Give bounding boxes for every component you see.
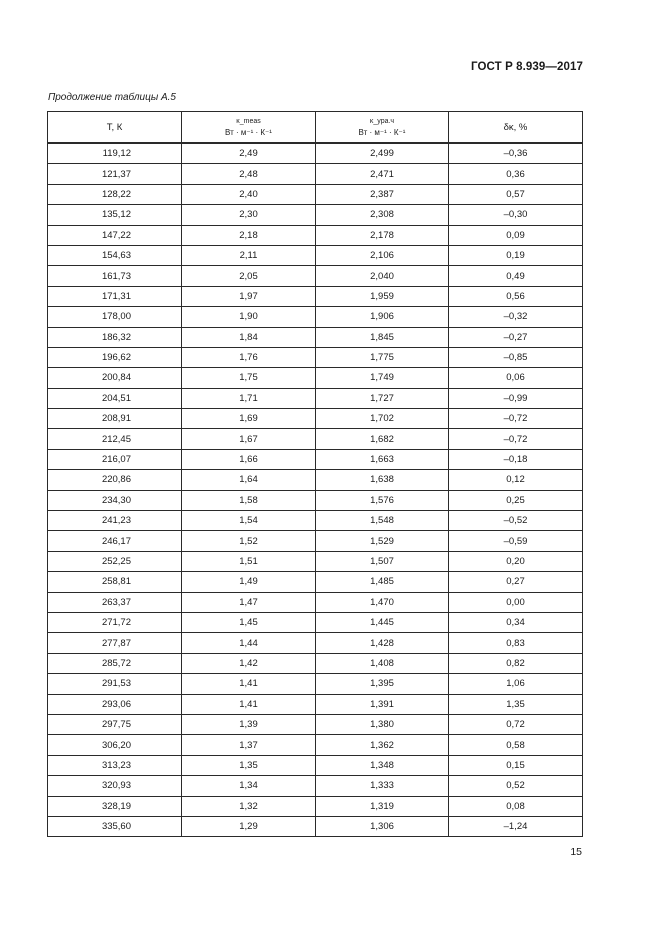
cell-measured: 1,97	[182, 286, 316, 306]
cell-measured: 1,29	[182, 816, 316, 836]
cell-equation: 2,471	[316, 164, 449, 184]
cell-measured: 1,52	[182, 531, 316, 551]
cell-temperature: 335,60	[48, 816, 182, 836]
table-row	[48, 225, 583, 245]
table-row	[48, 653, 583, 673]
table-row	[48, 490, 583, 510]
cell-deviation: 1,35	[449, 694, 583, 714]
cell-equation: 2,040	[316, 266, 449, 286]
cell-deviation: 0,57	[449, 184, 583, 204]
cell-equation: 2,499	[316, 143, 449, 164]
cell-measured: 1,75	[182, 368, 316, 388]
cell-temperature: 154,63	[48, 245, 182, 265]
cell-measured: 1,45	[182, 612, 316, 632]
cell-temperature: 135,12	[48, 205, 182, 225]
cell-deviation: –0,72	[449, 409, 583, 429]
cell-deviation: 0,72	[449, 714, 583, 734]
cell-measured: 2,48	[182, 164, 316, 184]
cell-measured: 1,58	[182, 490, 316, 510]
table-row	[48, 245, 583, 265]
table-row	[48, 449, 583, 469]
table-row	[48, 184, 583, 204]
cell-temperature: 186,32	[48, 327, 182, 347]
cell-equation: 1,507	[316, 551, 449, 571]
cell-measured: 1,42	[182, 653, 316, 673]
table-row	[48, 388, 583, 408]
cell-deviation: 0,25	[449, 490, 583, 510]
cell-deviation: –0,36	[449, 143, 583, 164]
cell-measured: 1,66	[182, 449, 316, 469]
table-row	[48, 347, 583, 367]
cell-equation: 1,638	[316, 470, 449, 490]
data-table	[47, 111, 583, 837]
cell-deviation: –0,30	[449, 205, 583, 225]
cell-deviation: 0,58	[449, 735, 583, 755]
cell-temperature: 291,53	[48, 674, 182, 694]
cell-equation: 1,906	[316, 307, 449, 327]
column-symbol: δκ, %	[503, 121, 528, 133]
cell-temperature: 313,23	[48, 755, 182, 775]
cell-temperature: 147,22	[48, 225, 182, 245]
table-row	[48, 735, 583, 755]
cell-equation: 1,395	[316, 674, 449, 694]
cell-deviation: 0,83	[449, 633, 583, 653]
table-row	[48, 327, 583, 347]
cell-equation: 2,178	[316, 225, 449, 245]
column-header-equation	[316, 112, 449, 144]
table-row	[48, 633, 583, 653]
cell-measured: 1,76	[182, 347, 316, 367]
cell-equation: 1,391	[316, 694, 449, 714]
cell-equation: 1,333	[316, 776, 449, 796]
table-row	[48, 531, 583, 551]
cell-deviation: 0,06	[449, 368, 583, 388]
cell-temperature: 216,07	[48, 449, 182, 469]
cell-deviation: 0,19	[449, 245, 583, 265]
column-unit: Вт · м⁻¹ · К⁻¹	[225, 128, 272, 137]
cell-measured: 1,64	[182, 470, 316, 490]
cell-deviation: 0,34	[449, 612, 583, 632]
column-unit: Вт · м⁻¹ · К⁻¹	[358, 128, 406, 137]
table-row	[48, 286, 583, 306]
standard-code: ГОСТ Р 8.939—2017	[471, 61, 583, 73]
cell-equation: 1,529	[316, 531, 449, 551]
table-row	[48, 409, 583, 429]
table-row	[48, 551, 583, 571]
table-row	[48, 592, 583, 612]
cell-deviation: –0,18	[449, 449, 583, 469]
cell-measured: 1,51	[182, 551, 316, 571]
cell-equation: 1,775	[316, 347, 449, 367]
cell-measured: 1,47	[182, 592, 316, 612]
table-row	[48, 755, 583, 775]
table-row	[48, 776, 583, 796]
cell-equation: 1,845	[316, 327, 449, 347]
cell-temperature: 121,37	[48, 164, 182, 184]
cell-temperature: 241,23	[48, 511, 182, 531]
cell-measured: 2,05	[182, 266, 316, 286]
column-symbol: κ_meas	[236, 118, 261, 125]
cell-equation: 1,408	[316, 653, 449, 673]
cell-measured: 1,67	[182, 429, 316, 449]
cell-measured: 1,90	[182, 307, 316, 327]
cell-temperature: 204,51	[48, 388, 182, 408]
cell-equation: 1,749	[316, 368, 449, 388]
header-row	[48, 112, 583, 144]
cell-deviation: –0,52	[449, 511, 583, 531]
cell-temperature: 258,81	[48, 572, 182, 592]
cell-measured: 2,40	[182, 184, 316, 204]
cell-measured: 1,35	[182, 755, 316, 775]
column-symbol: κ_ура.ч	[369, 118, 395, 125]
cell-deviation: 0,08	[449, 796, 583, 816]
cell-temperature: 128,22	[48, 184, 182, 204]
cell-equation: 1,702	[316, 409, 449, 429]
table-row	[48, 164, 583, 184]
cell-equation: 1,445	[316, 612, 449, 632]
cell-temperature: 212,45	[48, 429, 182, 449]
cell-temperature: 119,12	[48, 143, 182, 164]
cell-measured: 2,49	[182, 143, 316, 164]
cell-equation: 1,348	[316, 755, 449, 775]
column-header-measured	[182, 112, 316, 144]
table-row	[48, 694, 583, 714]
cell-deviation: 0,36	[449, 164, 583, 184]
table-caption: Продолжение таблицы А.5	[48, 92, 176, 103]
cell-measured: 1,32	[182, 796, 316, 816]
table-row	[48, 511, 583, 531]
cell-equation: 1,576	[316, 490, 449, 510]
cell-deviation: –0,85	[449, 347, 583, 367]
cell-equation: 1,319	[316, 796, 449, 816]
cell-equation: 2,387	[316, 184, 449, 204]
cell-deviation: 0,49	[449, 266, 583, 286]
table-row	[48, 143, 583, 164]
cell-equation: 2,308	[316, 205, 449, 225]
table-header	[48, 112, 583, 144]
cell-temperature: 297,75	[48, 714, 182, 734]
cell-temperature: 208,91	[48, 409, 182, 429]
cell-deviation: –1,24	[449, 816, 583, 836]
column-header-temperature	[48, 112, 182, 144]
cell-measured: 1,37	[182, 735, 316, 755]
table-row	[48, 572, 583, 592]
cell-measured: 1,84	[182, 327, 316, 347]
cell-deviation: 0,82	[449, 653, 583, 673]
cell-equation: 1,682	[316, 429, 449, 449]
cell-deviation: 0,09	[449, 225, 583, 245]
cell-temperature: 271,72	[48, 612, 182, 632]
cell-equation: 1,306	[316, 816, 449, 836]
table-row	[48, 470, 583, 490]
cell-temperature: 246,17	[48, 531, 182, 551]
cell-temperature: 178,00	[48, 307, 182, 327]
column-symbol: T, К	[106, 121, 123, 133]
table-row	[48, 674, 583, 694]
cell-temperature: 252,25	[48, 551, 182, 571]
cell-equation: 1,362	[316, 735, 449, 755]
cell-measured: 1,44	[182, 633, 316, 653]
table-row	[48, 816, 583, 836]
cell-deviation: –0,27	[449, 327, 583, 347]
cell-deviation: –0,32	[449, 307, 583, 327]
cell-equation: 1,663	[316, 449, 449, 469]
table-row	[48, 205, 583, 225]
cell-temperature: 200,84	[48, 368, 182, 388]
cell-temperature: 196,62	[48, 347, 182, 367]
cell-deviation: 0,12	[449, 470, 583, 490]
cell-deviation: 0,20	[449, 551, 583, 571]
cell-temperature: 277,87	[48, 633, 182, 653]
cell-measured: 1,69	[182, 409, 316, 429]
cell-temperature: 171,31	[48, 286, 182, 306]
cell-temperature: 234,30	[48, 490, 182, 510]
table-row	[48, 714, 583, 734]
cell-temperature: 320,93	[48, 776, 182, 796]
cell-temperature: 161,73	[48, 266, 182, 286]
cell-measured: 1,71	[182, 388, 316, 408]
cell-deviation: 0,00	[449, 592, 583, 612]
cell-measured: 2,11	[182, 245, 316, 265]
cell-equation: 1,380	[316, 714, 449, 734]
cell-equation: 1,959	[316, 286, 449, 306]
table-row	[48, 368, 583, 388]
cell-measured: 1,54	[182, 511, 316, 531]
cell-measured: 1,41	[182, 694, 316, 714]
table-row	[48, 796, 583, 816]
cell-equation: 1,548	[316, 511, 449, 531]
table-row	[48, 612, 583, 632]
cell-deviation: 0,56	[449, 286, 583, 306]
cell-deviation: –0,59	[449, 531, 583, 551]
cell-temperature: 220,86	[48, 470, 182, 490]
cell-measured: 1,49	[182, 572, 316, 592]
table-row	[48, 429, 583, 449]
page-number: 15	[570, 846, 582, 858]
cell-temperature: 293,06	[48, 694, 182, 714]
cell-deviation: 1,06	[449, 674, 583, 694]
cell-measured: 1,41	[182, 674, 316, 694]
cell-measured: 1,34	[182, 776, 316, 796]
cell-temperature: 263,37	[48, 592, 182, 612]
cell-deviation: –0,99	[449, 388, 583, 408]
cell-measured: 2,30	[182, 205, 316, 225]
cell-temperature: 328,19	[48, 796, 182, 816]
cell-measured: 1,39	[182, 714, 316, 734]
cell-equation: 1,727	[316, 388, 449, 408]
cell-deviation: 0,15	[449, 755, 583, 775]
table-body	[48, 143, 583, 837]
cell-equation: 1,470	[316, 592, 449, 612]
cell-measured: 2,18	[182, 225, 316, 245]
cell-temperature: 285,72	[48, 653, 182, 673]
cell-equation: 1,428	[316, 633, 449, 653]
cell-equation: 1,485	[316, 572, 449, 592]
table-row	[48, 307, 583, 327]
table-row	[48, 266, 583, 286]
cell-deviation: 0,27	[449, 572, 583, 592]
cell-temperature: 306,20	[48, 735, 182, 755]
cell-deviation: –0,72	[449, 429, 583, 449]
cell-equation: 2,106	[316, 245, 449, 265]
column-header-deviation	[449, 112, 583, 144]
cell-deviation: 0,52	[449, 776, 583, 796]
